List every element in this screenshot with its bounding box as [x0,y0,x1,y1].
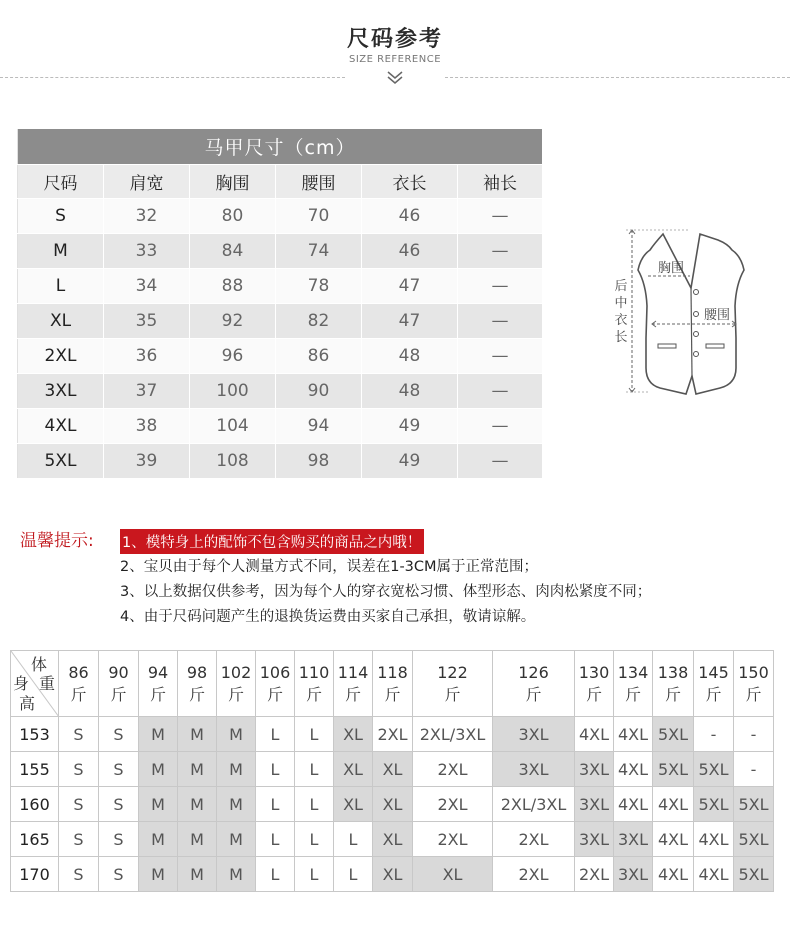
table-row [11,857,774,892]
chart-weight-header: 118 斤 [373,651,413,717]
chest-label: 胸围 [658,261,685,276]
tip-item-4: 4、由于尺码问题产生的退换货运费由买家自己承担，敬请谅解。 [120,609,536,625]
chart-weight-header: 126 斤 [493,651,575,717]
table-cell: 2XL/3XL [413,717,493,752]
table-cell: 37 [104,374,190,409]
table-cell: M [178,752,217,787]
table-cell: S [99,752,139,787]
table-cell: 5XL [18,444,104,479]
table-cell: 47 [362,304,458,339]
size-table-caption: 马甲尺寸（cm） [18,129,543,165]
table-row [11,752,774,787]
table-row [18,234,543,269]
table-cell: XL [334,787,373,822]
table-cell: 96 [190,339,276,374]
corner-height-label-2: 高 [19,694,36,713]
table-cell: 3XL [614,822,653,857]
size-table-header-3: 腰围 [276,165,362,199]
table-cell: 33 [104,234,190,269]
chart-weight-header: 138 斤 [653,651,694,717]
table-cell: S [99,822,139,857]
chart-weight-header: 102 斤 [217,651,256,717]
table-cell: M [139,822,178,857]
table-cell: 98 [276,444,362,479]
chart-height-cell: 160 [11,787,59,822]
table-cell: XL [334,752,373,787]
table-cell: 5XL [734,857,774,892]
table-cell: 5XL [734,787,774,822]
size-table-header-4: 衣长 [362,165,458,199]
table-cell: L [18,269,104,304]
divider-left [0,77,345,78]
table-cell: 92 [190,304,276,339]
table-cell: 4XL [653,857,694,892]
table-cell: 39 [104,444,190,479]
table-cell: 2XL [373,717,413,752]
table-cell: 104 [190,409,276,444]
chart-weight-header: 86 斤 [59,651,99,717]
table-row [18,199,543,234]
table-cell: XL [373,787,413,822]
corner-weight-label: 体 [31,655,48,674]
tip-item-2: 2、宝贝由于每个人测量方式不同，误差在1-3CM属于正常范围； [120,559,539,575]
table-cell: — [458,269,543,304]
table-cell: L [295,717,334,752]
size-table-header-1: 肩宽 [104,165,190,199]
table-cell: L [334,822,373,857]
table-cell: 100 [190,374,276,409]
table-cell: 4XL [694,822,734,857]
page-subtitle: SIZE REFERENCE [348,54,442,65]
chart-weight-header: 150 斤 [734,651,774,717]
table-cell: — [458,339,543,374]
table-row [18,444,543,479]
table-cell: L [295,857,334,892]
table-cell: - [734,717,774,752]
table-cell: 48 [362,374,458,409]
table-cell: 46 [362,199,458,234]
table-cell: 3XL [493,717,575,752]
size-table [17,128,543,479]
table-cell: — [458,234,543,269]
table-cell: 47 [362,269,458,304]
table-cell: 2XL/3XL [493,787,575,822]
table-cell: S [59,752,99,787]
table-cell: 2XL [493,822,575,857]
table-cell: 36 [104,339,190,374]
table-cell: L [295,787,334,822]
table-cell: L [295,752,334,787]
table-cell: 4XL [575,717,614,752]
table-cell: M [178,857,217,892]
table-cell: S [59,857,99,892]
tip-item-3: 3、以上数据仅供参考，因为每个人的穿衣宽松习惯、体型形态、肉肉松紧度不同； [120,584,652,600]
table-cell: 86 [276,339,362,374]
size-table-header-5: 袖长 [458,165,543,199]
table-cell: 2XL [18,339,104,374]
table-cell: 5XL [734,822,774,857]
table-cell: M [178,787,217,822]
chart-weight-header: 145 斤 [694,651,734,717]
table-cell: 5XL [653,717,694,752]
divider-right [445,77,790,78]
table-cell: L [295,822,334,857]
table-cell: S [59,822,99,857]
table-row [11,717,774,752]
table-cell: 46 [362,234,458,269]
table-cell: 74 [276,234,362,269]
chart-height-cell: 155 [11,752,59,787]
table-cell: - [694,717,734,752]
corner-weight-label-2: 重 [39,674,56,693]
chart-corner [11,651,59,717]
table-cell: 4XL [653,787,694,822]
chart-weight-header: 114 斤 [334,651,373,717]
table-cell: 34 [104,269,190,304]
table-cell: S [59,717,99,752]
table-row [18,409,543,444]
table-cell: 80 [190,199,276,234]
table-cell: 90 [276,374,362,409]
table-cell: 4XL [614,787,653,822]
table-cell: 32 [104,199,190,234]
table-cell: XL [373,822,413,857]
table-row [18,339,543,374]
table-cell: — [458,374,543,409]
page-title: 尺码参考 [346,27,443,52]
vest-diagram [608,226,758,402]
table-cell: 3XL [614,857,653,892]
chart-weight-header: 94 斤 [139,651,178,717]
chart-height-cell: 153 [11,717,59,752]
table-cell: S [59,787,99,822]
table-cell: 4XL [614,717,653,752]
table-row [18,374,543,409]
table-row [11,822,774,857]
table-cell: 78 [276,269,362,304]
table-cell: 2XL [493,857,575,892]
chart-height-cell: 165 [11,822,59,857]
table-cell: 3XL [575,787,614,822]
table-cell: S [99,857,139,892]
table-cell: 94 [276,409,362,444]
chart-height-cell: 170 [11,857,59,892]
table-cell: 4XL [653,822,694,857]
table-cell: M [217,857,256,892]
table-cell: M [139,752,178,787]
table-cell: M [217,822,256,857]
table-cell: 3XL [493,752,575,787]
table-cell: S [99,787,139,822]
table-cell: L [256,717,295,752]
table-cell: 38 [104,409,190,444]
table-cell: XL [18,304,104,339]
table-cell: XL [334,717,373,752]
size-table-header-2: 胸围 [190,165,276,199]
table-cell: 2XL [413,822,493,857]
table-cell: — [458,304,543,339]
table-cell: L [256,822,295,857]
table-cell: M [217,787,256,822]
table-cell: M [217,752,256,787]
table-cell: XL [413,857,493,892]
vest-outline-icon [608,226,758,402]
double-chevron-down-icon [385,70,405,86]
table-cell: L [256,752,295,787]
table-cell: M [139,717,178,752]
tips-label: 温馨提示: [20,531,94,551]
table-cell: XL [373,857,413,892]
table-cell: L [334,857,373,892]
table-cell: 5XL [653,752,694,787]
table-row [18,269,543,304]
table-cell: 49 [362,444,458,479]
chart-weight-header: 106 斤 [256,651,295,717]
corner-height-label: 身 [13,674,30,693]
chart-weight-header: 122 斤 [413,651,493,717]
table-cell: M [178,822,217,857]
chart-weight-header: 130 斤 [575,651,614,717]
table-cell: S [18,199,104,234]
table-cell: 2XL [413,752,493,787]
table-cell: — [458,199,543,234]
table-cell: S [99,717,139,752]
table-cell: — [458,409,543,444]
table-cell: 4XL [694,857,734,892]
table-cell: XL [373,752,413,787]
table-cell: M [178,717,217,752]
table-cell: 108 [190,444,276,479]
table-cell: 3XL [18,374,104,409]
back-length-label: 后 中 衣 长 [614,279,628,345]
table-cell: 84 [190,234,276,269]
table-cell: M [139,787,178,822]
table-cell: L [256,857,295,892]
table-cell: 4XL [18,409,104,444]
table-cell: 82 [276,304,362,339]
table-cell: 4XL [614,752,653,787]
table-cell: 35 [104,304,190,339]
table-cell: 5XL [694,752,734,787]
chart-weight-header: 90 斤 [99,651,139,717]
table-cell: M [217,717,256,752]
table-cell: 88 [190,269,276,304]
table-cell: 3XL [575,752,614,787]
table-cell: L [256,787,295,822]
chart-weight-header: 110 斤 [295,651,334,717]
table-cell: — [458,444,543,479]
chart-weight-header: 98 斤 [178,651,217,717]
table-row [11,787,774,822]
table-cell: - [734,752,774,787]
waist-label: 腰围 [704,308,731,323]
table-cell: 3XL [575,822,614,857]
size-chart-table [10,650,774,892]
table-cell: 48 [362,339,458,374]
chart-weight-header: 134 斤 [614,651,653,717]
table-cell: M [18,234,104,269]
table-cell: 70 [276,199,362,234]
table-row [18,304,543,339]
table-cell: 2XL [575,857,614,892]
tip-item-1: 1、模特身上的配饰不包含购买的商品之内哦！ [120,529,424,554]
table-cell: 2XL [413,787,493,822]
table-cell: 49 [362,409,458,444]
table-cell: M [139,857,178,892]
size-table-header-0: 尺码 [18,165,104,199]
table-cell: 5XL [694,787,734,822]
